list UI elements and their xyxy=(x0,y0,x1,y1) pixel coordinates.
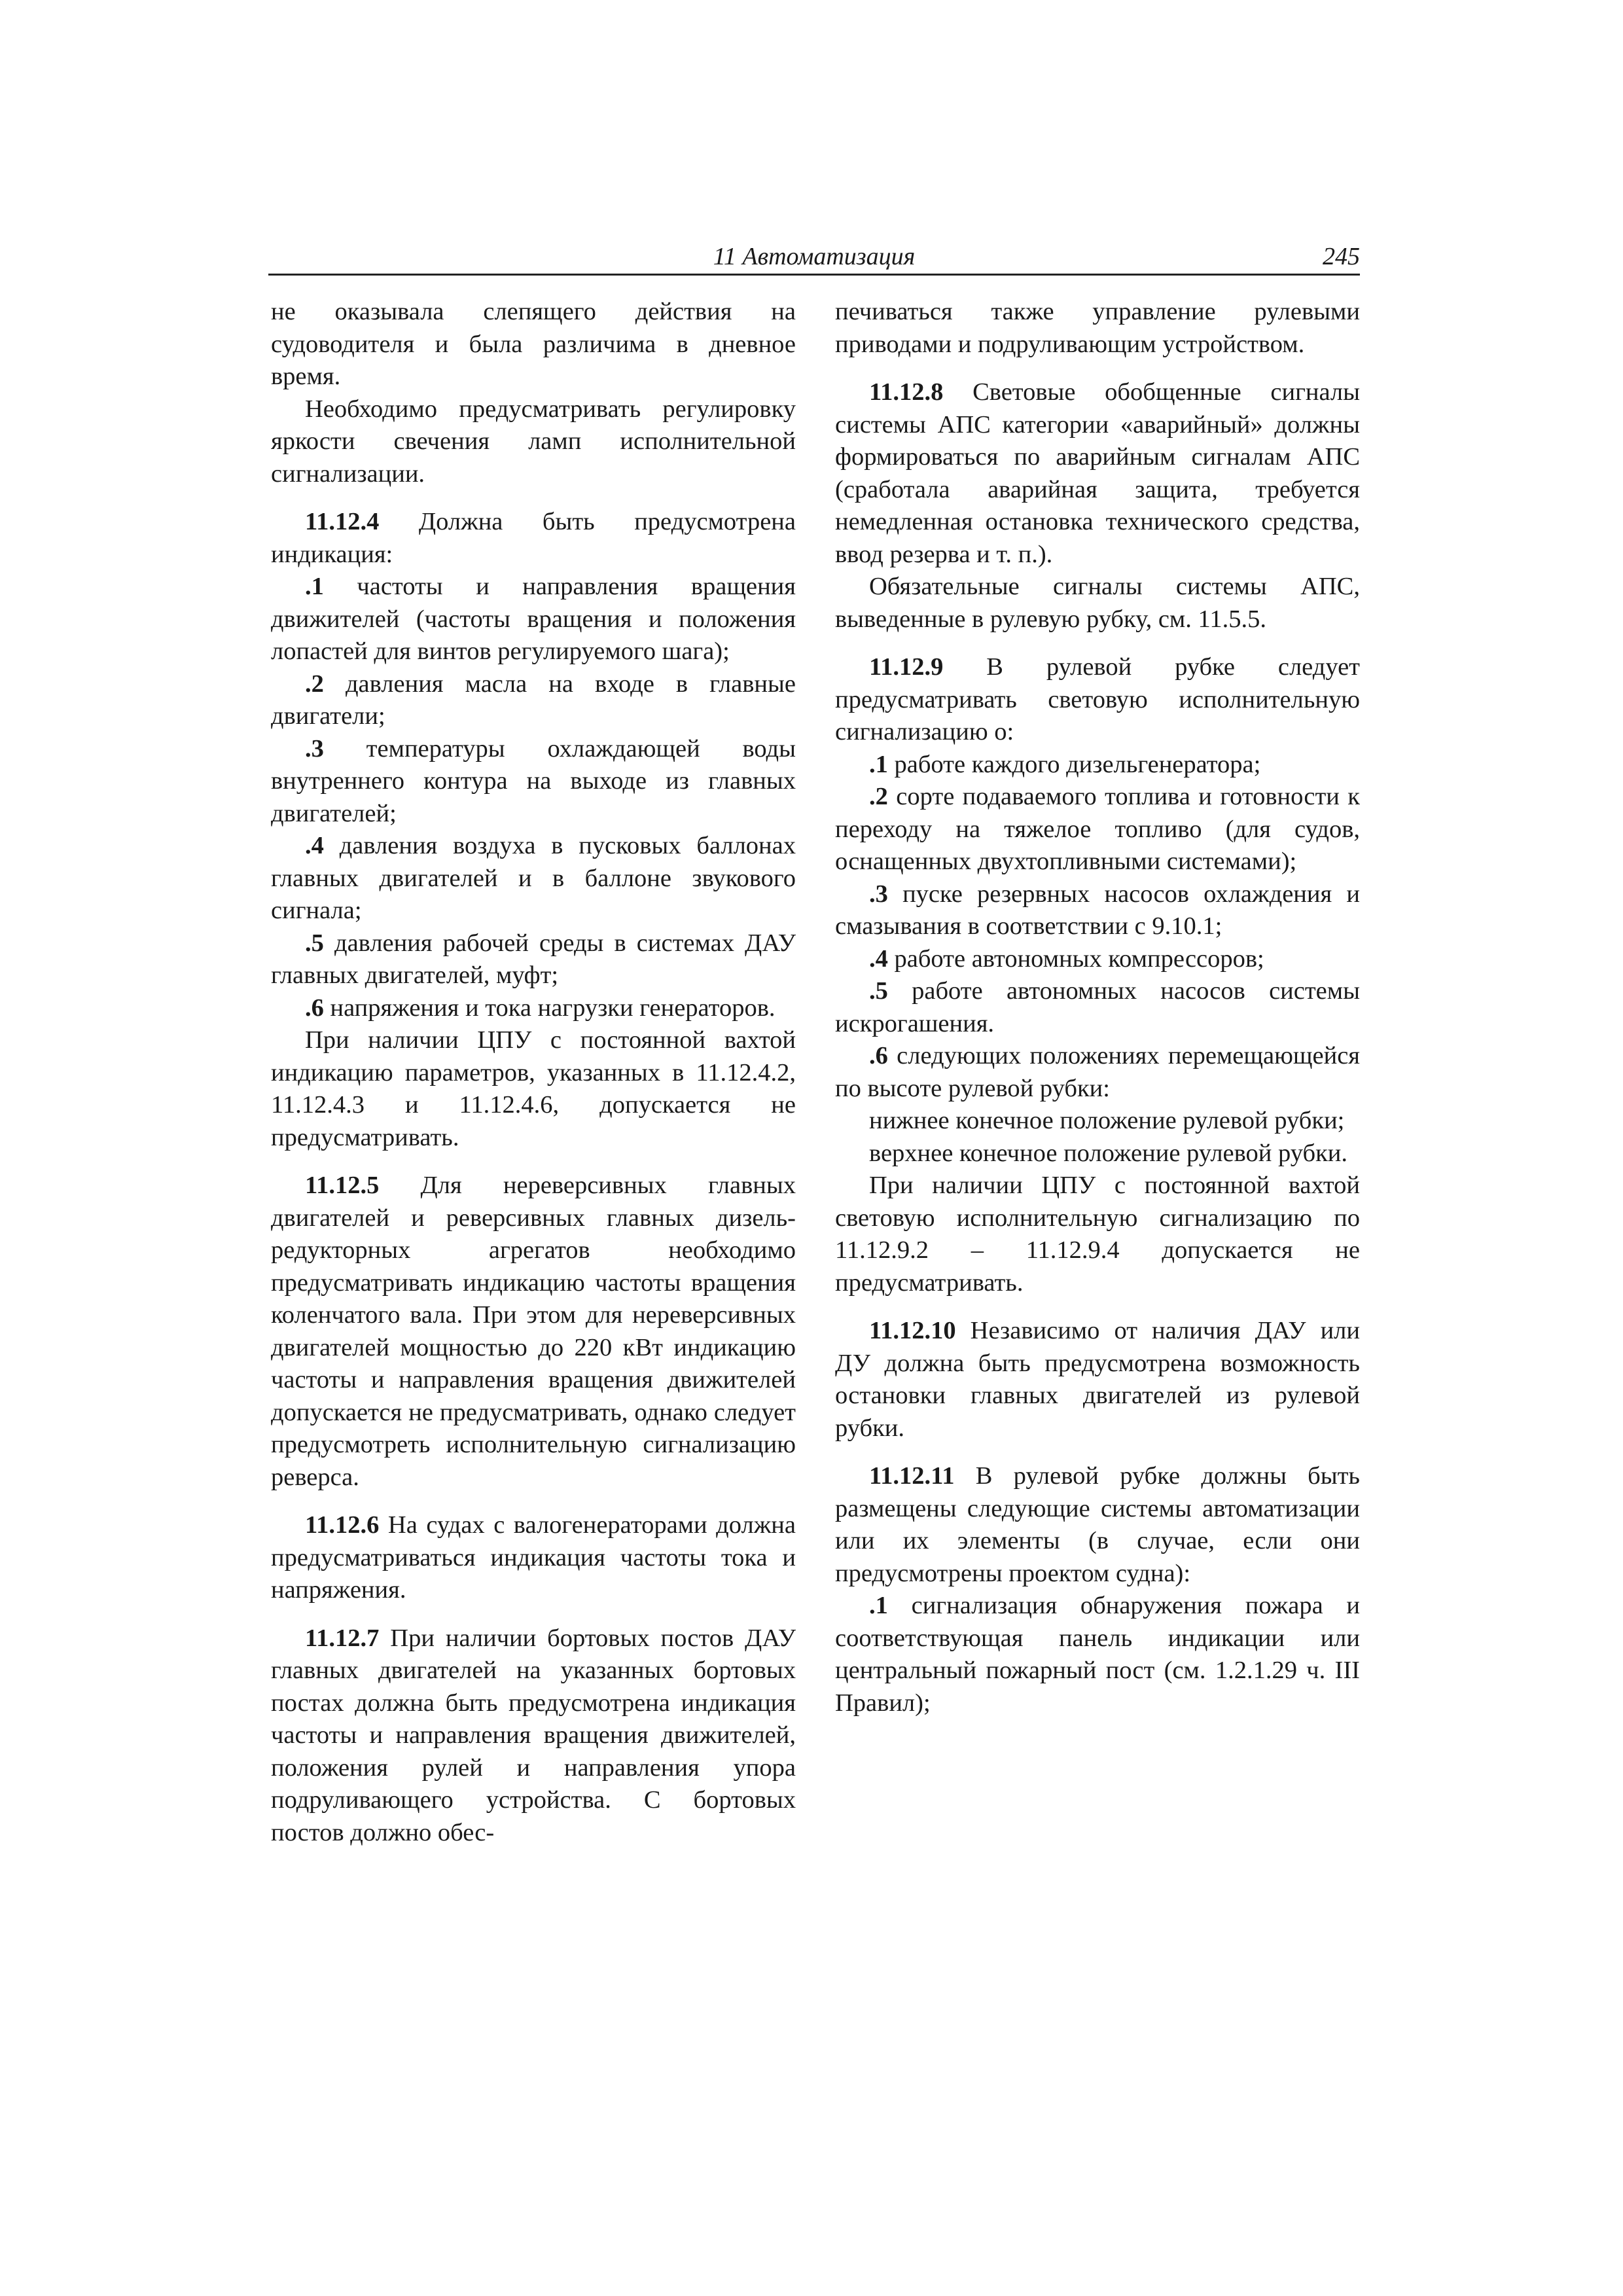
paragraph xyxy=(271,668,796,733)
paragraph xyxy=(835,376,1360,571)
paragraph xyxy=(835,1138,1360,1170)
paragraph xyxy=(835,1460,1360,1590)
clause-number: .6 xyxy=(305,994,324,1022)
right-column xyxy=(835,296,1360,1719)
clause-number: 11.12.10 xyxy=(869,1317,956,1344)
clause-number: .1 xyxy=(869,1592,888,1619)
clause-number: 11.12.11 xyxy=(869,1462,955,1490)
paragraph xyxy=(271,1024,796,1154)
paragraph xyxy=(835,943,1360,976)
clause-number: .2 xyxy=(305,670,324,698)
paragraph-text: нижнее конечное положение рулевой рубки; xyxy=(869,1107,1345,1134)
paragraph xyxy=(835,975,1360,1040)
paragraph xyxy=(835,651,1360,749)
clause-number: 11.12.5 xyxy=(305,1172,380,1199)
paragraph-text: давления рабочей среды в системах ДАУ главных двигателей, муфт; xyxy=(271,929,796,989)
paragraph xyxy=(835,781,1360,878)
paragraph-text: не оказывала слепящего действия на судоводителя и была различима в дневное время. xyxy=(271,298,796,390)
paragraph xyxy=(835,1315,1360,1444)
clause-number: 11.12.8 xyxy=(869,378,944,406)
paragraph xyxy=(835,1590,1360,1719)
paragraph xyxy=(835,1040,1360,1105)
clause-number: 11.12.9 xyxy=(869,653,944,681)
paragraph xyxy=(271,393,796,491)
paragraph-text: На судах с валогенераторами должна предусматриваться индикация частоты тока и напряжения. xyxy=(271,1511,796,1604)
paragraph-text: работе автономных компрессоров; xyxy=(887,944,1264,973)
clause-number: .3 xyxy=(305,734,324,762)
paragraph xyxy=(271,927,796,992)
clause-number: .5 xyxy=(305,929,324,957)
paragraph xyxy=(271,830,796,927)
paragraph xyxy=(271,992,796,1025)
paragraph xyxy=(835,296,1360,361)
paragraph-text: В рулевой рубке должны быть размещены следующие системы автоматизации или их элементы (в случае, если они предусмотрены проектом судна): xyxy=(835,1462,1360,1587)
chapter-title: 11 Автоматизация xyxy=(713,243,916,270)
paragraph xyxy=(271,1509,796,1607)
clause-number: 11.12.6 xyxy=(305,1511,380,1539)
paragraph-text: При наличии бортовых постов ДАУ главных двигателей на указанных бортовых постах должна быть предусмотрена индикация частоты и направления вращения движителей, положения рулей и направления упора подруливающего устройства. С бортовых постов должно обес- xyxy=(271,1624,796,1846)
paragraph-text: Обязательные сигналы системы АПС, выведенные в рулевую рубку, см. 11.5.5. xyxy=(835,573,1360,633)
paragraph-text: Для нереверсивных главных двигателей и реверсивных главных дизель-редукторных агрегатов необходимо предусматривать индикацию частоты вращения коленчатого вала. При этом для нереверсивных двигателей мощностью до 220 кВт индикацию частоты и направления вращения движителей допускается не предусматривать, однако следует предусмотреть исполнительную сигнализацию реверса. xyxy=(271,1172,796,1491)
paragraph-text: Должна быть предусмотрена индикация: xyxy=(271,508,796,568)
page-number: 245 xyxy=(1323,243,1360,270)
running-head xyxy=(268,241,1360,276)
paragraph xyxy=(271,506,796,571)
paragraph-text: частоты и направления вращения движителей (частоты вращения и положения лопастей для винтов регулируемого шага); xyxy=(271,573,796,665)
paragraph xyxy=(271,733,796,831)
left-column xyxy=(271,296,796,1849)
paragraph-text: температуры охлаждающей воды внутреннего контура на выходе из главных двигателей; xyxy=(271,734,796,827)
paragraph xyxy=(835,1170,1360,1299)
paragraph-text: При наличии ЦПУ с постоянной вахтой световую исполнительную сигнализацию по 11.12.9.2 – 11.12.9.4 допускается не предусматривать. xyxy=(835,1172,1360,1297)
clause-number: .6 xyxy=(869,1042,888,1069)
paragraph-text: напряжения и тока нагрузки генераторов. xyxy=(323,994,776,1022)
paragraph-text: печиваться также управление рулевыми приводами и подруливающим устройством. xyxy=(835,298,1360,358)
paragraph xyxy=(835,1105,1360,1138)
paragraph-text: работе каждого дизельгенератора; xyxy=(887,750,1261,778)
paragraph-text: верхнее конечное положение рулевой рубки. xyxy=(869,1139,1348,1167)
paragraph-text: Световые обобщенные сигналы системы АПС категории «аварийный» должны формироваться по аварийным сигналам АПС (сработала аварийная защита, требуется немедленная остановка технического средства, ввод резерва и т. п.). xyxy=(835,378,1360,568)
paragraph-text: В рулевой рубке следует предусматривать световую исполнительную сигнализацию о: xyxy=(835,653,1360,745)
paragraph xyxy=(835,878,1360,943)
clause-number: .3 xyxy=(869,880,888,908)
paragraph-text: Необходимо предусматривать регулировку яркости свечения ламп исполнительной сигнализации. xyxy=(271,395,796,488)
clause-number: .2 xyxy=(869,783,888,810)
clause-number: 11.12.4 xyxy=(305,508,380,535)
paragraph-text: пуске резервных насосов охлаждения и смазывания в соответствии с 9.10.1; xyxy=(835,880,1360,940)
paragraph-text: сорте подаваемого топлива и готовности к переходу на тяжелое топливо (для судов, оснащенных двухтопливными системами); xyxy=(835,783,1360,875)
clause-number: .1 xyxy=(305,573,324,600)
clause-number: .4 xyxy=(305,832,324,859)
paragraph xyxy=(271,296,796,393)
paragraph xyxy=(271,1623,796,1850)
paragraph-text: Независимо от наличия ДАУ или ДУ должна быть предусмотрена возможность остановки главных двигателей из рулевой рубки. xyxy=(835,1317,1360,1442)
paragraph-text: работе автономных насосов системы искрогашения. xyxy=(835,977,1360,1037)
paragraph-text: давления масла на входе в главные двигатели; xyxy=(271,670,796,730)
paragraph-text: давления воздуха в пусковых баллонах главных двигателей и в баллоне звукового сигнала; xyxy=(271,832,796,924)
clause-number: .1 xyxy=(869,750,888,778)
paragraph-text: При наличии ЦПУ с постоянной вахтой индикацию параметров, указанных в 11.12.4.2, 11.12.4.3 и 11.12.4.6, допускается не предусматривать. xyxy=(271,1026,796,1151)
paragraph-text: сигнализация обнаружения пожара и соответствующая панель индикации или центральный пожарный пост (см. 1.2.1.29 ч. III Правил); xyxy=(835,1592,1360,1717)
paragraph xyxy=(835,749,1360,781)
clause-number: .4 xyxy=(869,944,888,973)
clause-number: 11.12.7 xyxy=(305,1624,380,1652)
paragraph-text: следующих положениях перемещающейся по высоте рулевой рубки: xyxy=(835,1042,1360,1102)
paragraph xyxy=(271,571,796,668)
paragraph xyxy=(271,1170,796,1494)
clause-number: .5 xyxy=(869,977,888,1005)
paragraph xyxy=(835,571,1360,636)
